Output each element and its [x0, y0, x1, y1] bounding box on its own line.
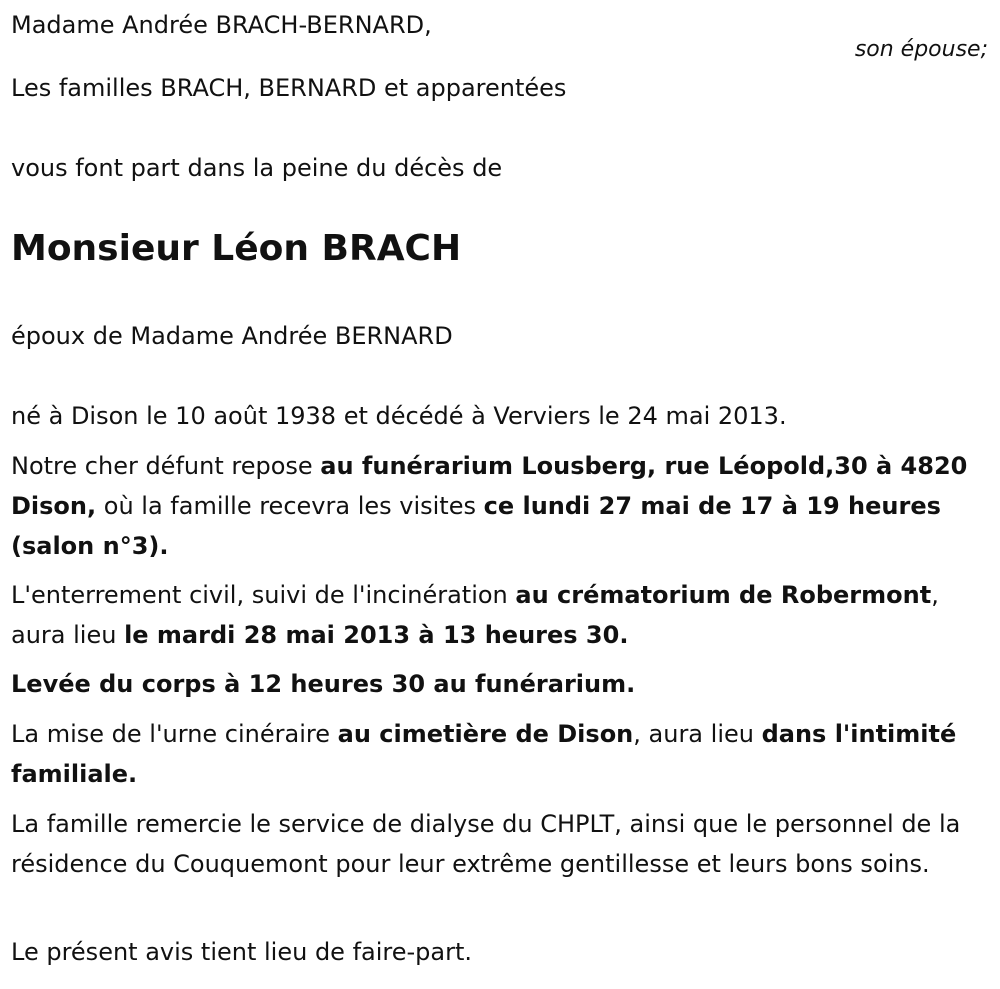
visitation-text-2: où la famille recevra les visites	[96, 492, 484, 520]
birth-death-line: né à Dison le 10 août 1938 et décédé à Verviers le 24 mai 2013.	[11, 402, 787, 430]
visitation-text-1: Notre cher défunt repose	[11, 452, 321, 480]
urn-paragraph	[11, 714, 986, 794]
announcer-role: son épouse;	[854, 37, 988, 62]
intro-line: vous font part dans la peine du décès de	[11, 154, 503, 182]
urn-place: au cimetière de Dison	[337, 720, 634, 748]
urn-detail: dans l'intimité familiale.	[11, 720, 957, 788]
visitation-paragraph	[11, 446, 986, 566]
levee-line: Levée du corps à 12 heures 30 au funérarium.	[11, 670, 636, 698]
funeral-time: le mardi 28 mai 2013 à 13 heures 30.	[124, 621, 629, 649]
urn-text-2: , aura lieu	[633, 720, 762, 748]
announcer-line-families: Les familles BRACH, BERNARD et apparentées	[11, 74, 567, 102]
funeral-text-1: L'enterrement civil, suivi de l'incinération	[11, 581, 516, 609]
announcer-line-spouse: Madame Andrée BRACH-BERNARD,	[11, 11, 432, 39]
funeral-text-2: , aura lieu	[11, 581, 939, 649]
urn-text-1: La mise de l'urne cinéraire	[11, 720, 338, 748]
closing-line: Le présent avis tient lieu de faire-part.	[11, 938, 473, 966]
funeral-paragraph	[11, 575, 986, 655]
funeral-place: au crématorium de Robermont	[515, 581, 932, 609]
thanks-paragraph: La famille remercie le service de dialyse du CHPLT, ainsi que le personnel de la résidence du Couquemont pour leur extrême gentillesse et leurs bons soins.	[11, 810, 961, 878]
visitation-time: ce lundi 27 mai de 17 à 19 heures (salon n°3).	[11, 492, 941, 560]
spouse-line: époux de Madame Andrée BERNARD	[11, 322, 453, 350]
deceased-name: Monsieur Léon BRACH	[11, 228, 462, 269]
visitation-place: au funérarium Lousberg, rue Léopold,30 à 4820 Dison,	[11, 452, 968, 520]
